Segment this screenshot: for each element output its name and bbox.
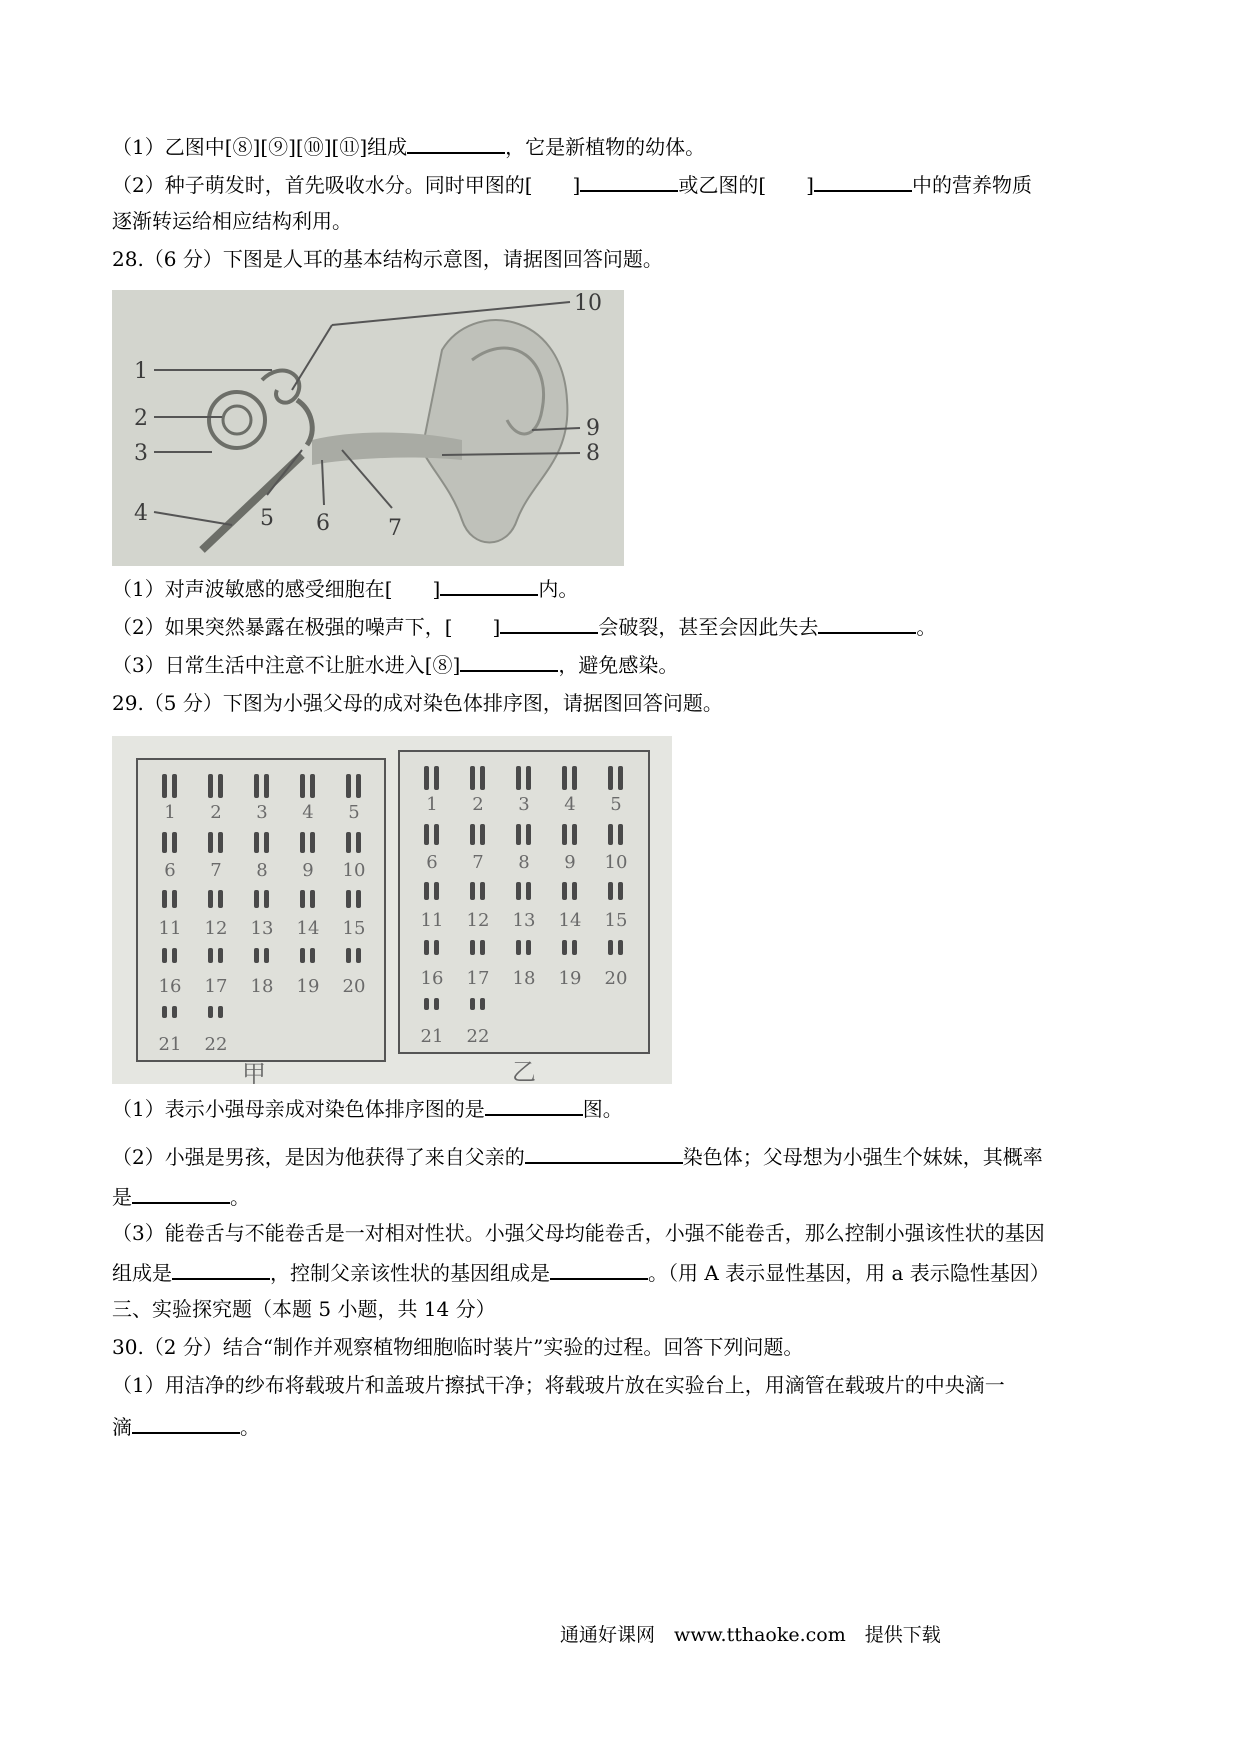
chromosome-number: 5 bbox=[348, 802, 360, 823]
ear-label: 4 bbox=[134, 501, 148, 526]
q27-item-2-cont bbox=[112, 206, 352, 236]
chromosome-pair bbox=[550, 824, 590, 884]
chromosome-pair bbox=[412, 940, 452, 1000]
chromosome-pair bbox=[334, 948, 374, 1008]
chromosome-pair bbox=[196, 832, 236, 892]
section-3-title-text: 三、实验探究题（本题 5 小题，共 14 分） bbox=[112, 1297, 496, 1321]
chromosome-pair bbox=[242, 948, 282, 1008]
chromosome-number: 9 bbox=[564, 852, 576, 873]
chromosome-pair bbox=[458, 998, 498, 1058]
q27-1-text: （1）乙图中[⑧][⑨][⑩][⑪]组成 bbox=[112, 135, 408, 159]
answer-blank[interactable] bbox=[485, 1092, 583, 1116]
answer-blank[interactable] bbox=[818, 610, 916, 634]
q28-title bbox=[112, 244, 663, 274]
chromosome-number: 16 bbox=[158, 976, 182, 997]
chromosome-number: 8 bbox=[518, 852, 530, 873]
q29-2-text-mid: 染色体；父母想为小强生个妹妹，其概率 bbox=[682, 1145, 1043, 1169]
chromosome-pair bbox=[412, 998, 452, 1058]
karyotype-figure bbox=[112, 736, 672, 1084]
q29-3-text-b: 组成是 bbox=[112, 1261, 172, 1285]
answer-blank[interactable] bbox=[500, 610, 598, 634]
chromosome-number: 13 bbox=[512, 910, 536, 931]
chromosome-number: 22 bbox=[204, 1034, 228, 1055]
karyotype-panel-yi bbox=[398, 750, 650, 1054]
chromosome-pair bbox=[458, 882, 498, 942]
chromosome-pair bbox=[288, 948, 328, 1008]
chromosome-pair bbox=[196, 948, 236, 1008]
answer-blank[interactable] bbox=[132, 1410, 240, 1434]
chromosome-pair bbox=[242, 890, 282, 950]
chromosome-number: 4 bbox=[564, 794, 576, 815]
ear-diagram-svg bbox=[112, 290, 624, 566]
chromosome-pair bbox=[150, 1006, 190, 1066]
q28-1-text: （1）对声波敏感的感受细胞在[ ] bbox=[112, 577, 441, 601]
chromosome-number: 20 bbox=[604, 968, 628, 989]
chromosome-number: 17 bbox=[466, 968, 490, 989]
q30-title-text: 30.（2 分）结合“制作并观察植物细胞临时装片”实验的过程。回答下列问题。 bbox=[112, 1335, 804, 1359]
answer-blank[interactable] bbox=[440, 572, 538, 596]
chromosome-number: 14 bbox=[558, 910, 582, 931]
answer-blank[interactable] bbox=[460, 648, 558, 672]
q27-2-text-mid: 或乙图的[ ] bbox=[678, 173, 814, 197]
chromosome-pair bbox=[504, 824, 544, 884]
chromosome-number: 13 bbox=[250, 918, 274, 939]
q29-item-1 bbox=[112, 1092, 623, 1124]
answer-blank[interactable] bbox=[407, 130, 505, 154]
chromosome-number: 17 bbox=[204, 976, 228, 997]
chromosome-pair bbox=[504, 940, 544, 1000]
chromosome-number: 2 bbox=[210, 802, 222, 823]
chromosome-number: 19 bbox=[558, 968, 582, 989]
chromosome-pair bbox=[196, 774, 236, 834]
chromosome-pair bbox=[288, 832, 328, 892]
q29-item-3-cont bbox=[112, 1256, 1050, 1288]
chromosome-pair bbox=[150, 890, 190, 950]
chromosome-pair bbox=[458, 940, 498, 1000]
chromosome-pair bbox=[550, 940, 590, 1000]
chromosome-number: 21 bbox=[420, 1026, 444, 1047]
q29-2-text-end: 。 bbox=[230, 1185, 250, 1209]
q29-1-text-end: 图。 bbox=[582, 1097, 623, 1121]
chromosome-pair bbox=[596, 882, 636, 942]
chromosome-pair bbox=[412, 824, 452, 884]
q30-1-text-b: 滴 bbox=[112, 1415, 132, 1439]
q29-item-3 bbox=[112, 1218, 1045, 1248]
chromosome-pair bbox=[550, 882, 590, 942]
answer-blank[interactable] bbox=[814, 168, 912, 192]
q29-2-text: （2）小强是男孩，是因为他获得了来自父亲的 bbox=[112, 1145, 525, 1169]
chromosome-number: 20 bbox=[342, 976, 366, 997]
chromosome-number: 9 bbox=[302, 860, 314, 881]
chromosome-number: 7 bbox=[472, 852, 484, 873]
chromosome-number: 3 bbox=[256, 802, 268, 823]
q30-1-text: （1）用洁净的纱布将载玻片和盖玻片擦拭干净；将载玻片放在实验台上，用滴管在载玻片的中央滴一 bbox=[112, 1373, 1005, 1397]
q27-2-text: （2）种子萌发时，首先吸收水分。同时甲图的[ ] bbox=[112, 173, 581, 197]
ear-label: 7 bbox=[388, 516, 402, 541]
q28-2-text-mid: 会破裂，甚至会因此失去 bbox=[598, 615, 819, 639]
chromosome-number: 16 bbox=[420, 968, 444, 989]
ear-label: 9 bbox=[586, 416, 600, 441]
q28-title-text: 28.（6 分）下图是人耳的基本结构示意图，请据图回答问题。 bbox=[112, 247, 663, 271]
chromosome-number: 1 bbox=[164, 802, 176, 823]
ear-label: 10 bbox=[574, 291, 602, 316]
chromosome-number: 12 bbox=[466, 910, 490, 931]
answer-blank[interactable] bbox=[525, 1140, 683, 1164]
chromosome-number: 8 bbox=[256, 860, 268, 881]
chromosome-pair bbox=[196, 1006, 236, 1066]
chromosome-pair bbox=[458, 766, 498, 826]
answer-blank[interactable] bbox=[132, 1180, 230, 1204]
chromosome-number: 6 bbox=[164, 860, 176, 881]
panel-label-yi: 乙 bbox=[512, 1058, 536, 1084]
ear-label: 5 bbox=[260, 506, 274, 531]
chromosome-pair bbox=[412, 766, 452, 826]
chromosome-pair bbox=[596, 940, 636, 1000]
chromosome-number: 15 bbox=[604, 910, 628, 931]
chromosome-number: 5 bbox=[610, 794, 622, 815]
answer-blank[interactable] bbox=[172, 1256, 270, 1280]
chromosome-pair bbox=[242, 774, 282, 834]
q27-2-text-end: 中的营养物质 bbox=[911, 173, 1032, 197]
chromosome-number: 10 bbox=[342, 860, 366, 881]
q29-3-text-d: 。（用 A 表示显性基因，用 a 表示隐性基因） bbox=[648, 1261, 1050, 1285]
q29-item-2 bbox=[112, 1140, 1043, 1172]
ear-label: 8 bbox=[586, 441, 600, 466]
q29-title bbox=[112, 688, 723, 718]
q28-item-3 bbox=[112, 648, 678, 680]
chromosome-number: 11 bbox=[420, 910, 444, 931]
chromosome-pair bbox=[550, 766, 590, 826]
q28-item-1 bbox=[112, 572, 578, 604]
chromosome-number: 6 bbox=[426, 852, 438, 873]
chromosome-number: 1 bbox=[426, 794, 438, 815]
q27-2-text-cont: 逐渐转运给相应结构利用。 bbox=[112, 209, 352, 233]
chromosome-pair bbox=[150, 832, 190, 892]
q30-1-text-end: 。 bbox=[240, 1415, 260, 1439]
chromosome-number: 22 bbox=[466, 1026, 490, 1047]
chromosome-pair bbox=[150, 948, 190, 1008]
chromosome-number: 10 bbox=[604, 852, 628, 873]
q27-item-1 bbox=[112, 130, 705, 162]
chromosome-number: 2 bbox=[472, 794, 484, 815]
chromosome-number: 3 bbox=[518, 794, 530, 815]
page-footer: 通通好课网 www.tthaoke.com 提供下载 bbox=[560, 1624, 941, 1646]
chromosome-pair bbox=[596, 824, 636, 884]
q27-item-2 bbox=[112, 168, 1032, 200]
chromosome-number: 7 bbox=[210, 860, 222, 881]
chromosome-number: 4 bbox=[302, 802, 314, 823]
chromosome-number: 18 bbox=[512, 968, 536, 989]
q28-3-text-end: ，避免感染。 bbox=[558, 653, 679, 677]
chromosome-number: 21 bbox=[158, 1034, 182, 1055]
chromosome-pair bbox=[150, 774, 190, 834]
chromosome-pair bbox=[334, 832, 374, 892]
q27-1-text-end: ，它是新植物的幼体。 bbox=[505, 135, 706, 159]
chromosome-pair bbox=[196, 890, 236, 950]
ear-label: 3 bbox=[134, 441, 148, 466]
chromosome-number: 15 bbox=[342, 918, 366, 939]
chromosome-number: 18 bbox=[250, 976, 274, 997]
chromosome-pair bbox=[334, 890, 374, 950]
chromosome-number: 12 bbox=[204, 918, 228, 939]
q30-title bbox=[112, 1332, 803, 1362]
chromosome-pair bbox=[504, 882, 544, 942]
q28-1-text-end: 内。 bbox=[538, 577, 579, 601]
ear-label: 2 bbox=[134, 406, 148, 431]
ear-structure-figure bbox=[112, 290, 624, 566]
q29-3-text-c: ，控制父亲该性状的基因组成是 bbox=[270, 1261, 550, 1285]
karyotype-panel-jia bbox=[136, 758, 386, 1062]
q30-item-1 bbox=[112, 1370, 1005, 1400]
q30-item-1-cont bbox=[112, 1410, 260, 1442]
chromosome-pair bbox=[288, 890, 328, 950]
answer-blank[interactable] bbox=[580, 168, 678, 192]
chromosome-pair bbox=[504, 766, 544, 826]
chromosome-pair bbox=[334, 774, 374, 834]
chromosome-number: 14 bbox=[296, 918, 320, 939]
q29-item-2-cont bbox=[112, 1180, 250, 1212]
chromosome-pair bbox=[412, 882, 452, 942]
q29-3-text: （3）能卷舌与不能卷舌是一对相对性状。小强父母均能卷舌，小强不能卷舌，那么控制小强该性状的基因 bbox=[112, 1221, 1045, 1245]
chromosome-number: 11 bbox=[158, 918, 182, 939]
chromosome-pair bbox=[242, 832, 282, 892]
q28-3-text: （3）日常生活中注意不让脏水进入[⑧] bbox=[112, 653, 461, 677]
ear-label: 1 bbox=[134, 359, 148, 384]
chromosome-pair bbox=[596, 766, 636, 826]
chromosome-pair bbox=[288, 774, 328, 834]
q28-2-text-end: 。 bbox=[916, 615, 937, 639]
q29-title-text: 29.（5 分）下图为小强父母的成对染色体排序图，请据图回答问题。 bbox=[112, 691, 723, 715]
answer-blank[interactable] bbox=[550, 1256, 648, 1280]
ear-label: 6 bbox=[316, 511, 330, 536]
chromosome-number: 19 bbox=[296, 976, 320, 997]
q29-1-text: （1）表示小强母亲成对染色体排序图的是 bbox=[112, 1097, 485, 1121]
panel-label-jia: 甲 bbox=[242, 1060, 266, 1084]
chromosome-pair bbox=[458, 824, 498, 884]
q29-2-text-cont: 是 bbox=[112, 1185, 132, 1209]
section-3-title bbox=[112, 1294, 496, 1324]
q28-2-text: （2）如果突然暴露在极强的噪声下，[ ] bbox=[112, 615, 501, 639]
q28-item-2 bbox=[112, 610, 936, 642]
